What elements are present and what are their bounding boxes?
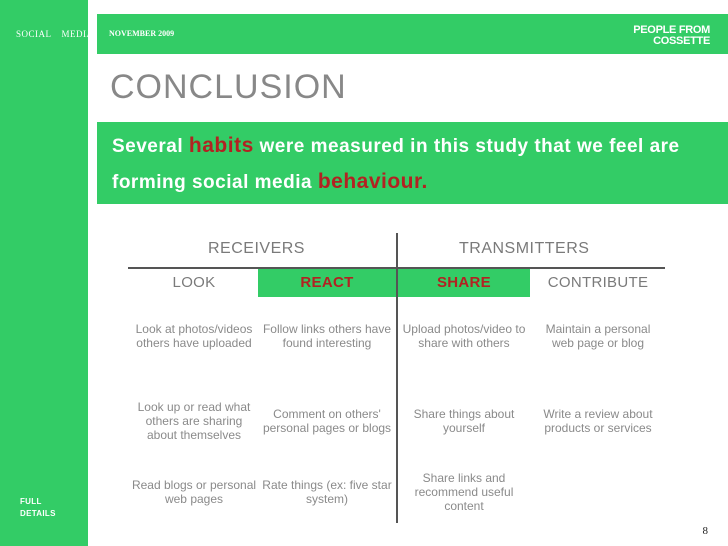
summary-text xyxy=(112,128,722,200)
left-sidebar xyxy=(0,0,94,546)
cell-r3-look: Read blogs or personal web pages xyxy=(131,478,257,506)
sidebar-title xyxy=(16,29,94,39)
cell-r2-contribute: Write a review about products or services xyxy=(543,407,653,435)
page-number: 8 xyxy=(702,525,708,537)
summary-banner xyxy=(97,122,728,204)
header-bar xyxy=(97,14,728,54)
sidebar-title-media: MEDIA xyxy=(61,29,94,39)
summary-highlight-behaviour: behaviour. xyxy=(317,170,428,193)
summary-highlight-habits: habits xyxy=(188,134,254,157)
summary-part2: were measured in this study that we feel are forming social media xyxy=(112,136,680,193)
cell-r2-look: Look up or read what others are sharing about themselves xyxy=(137,400,251,442)
cell-r2-react: Comment on others' personal pages or blogs xyxy=(262,407,392,435)
logo-line1: PEOPLE FROM xyxy=(633,24,710,36)
column-header-look: LOOK xyxy=(172,274,216,291)
column-header-share: SHARE xyxy=(398,269,530,297)
cell-r3-share: Share links and recommend useful content xyxy=(414,471,514,513)
full-details-link[interactable] xyxy=(20,496,56,520)
group-transmitters: TRANSMITTERS xyxy=(459,240,590,257)
header-date: NOVEMBER 2009 xyxy=(109,29,175,38)
column-header-react: REACT xyxy=(258,269,396,297)
slide-title: CONCLUSION xyxy=(110,68,347,106)
cell-r3-react: Rate things (ex: five star system) xyxy=(262,478,392,506)
full-details-line2: DETAILS xyxy=(20,509,56,518)
summary-part1: Several xyxy=(112,136,189,157)
cell-r2-share: Share things about yourself xyxy=(413,407,515,435)
sidebar-title-social: SOCIAL xyxy=(16,29,52,39)
column-header-contribute: CONTRIBUTE xyxy=(547,274,649,291)
group-receivers: RECEIVERS xyxy=(208,240,305,257)
full-details-line1: FULL xyxy=(20,497,42,506)
cell-r1-share: Upload photos/video to share with others xyxy=(402,322,526,350)
cell-r1-react: Follow links others have found interesting xyxy=(262,322,392,350)
cell-r1-look: Look at photos/videos others have uploaded xyxy=(135,322,253,350)
company-logo xyxy=(633,25,710,47)
cell-r1-contribute: Maintain a personal web page or blog xyxy=(545,322,651,350)
logo-line2: COSSETTE xyxy=(653,35,710,47)
